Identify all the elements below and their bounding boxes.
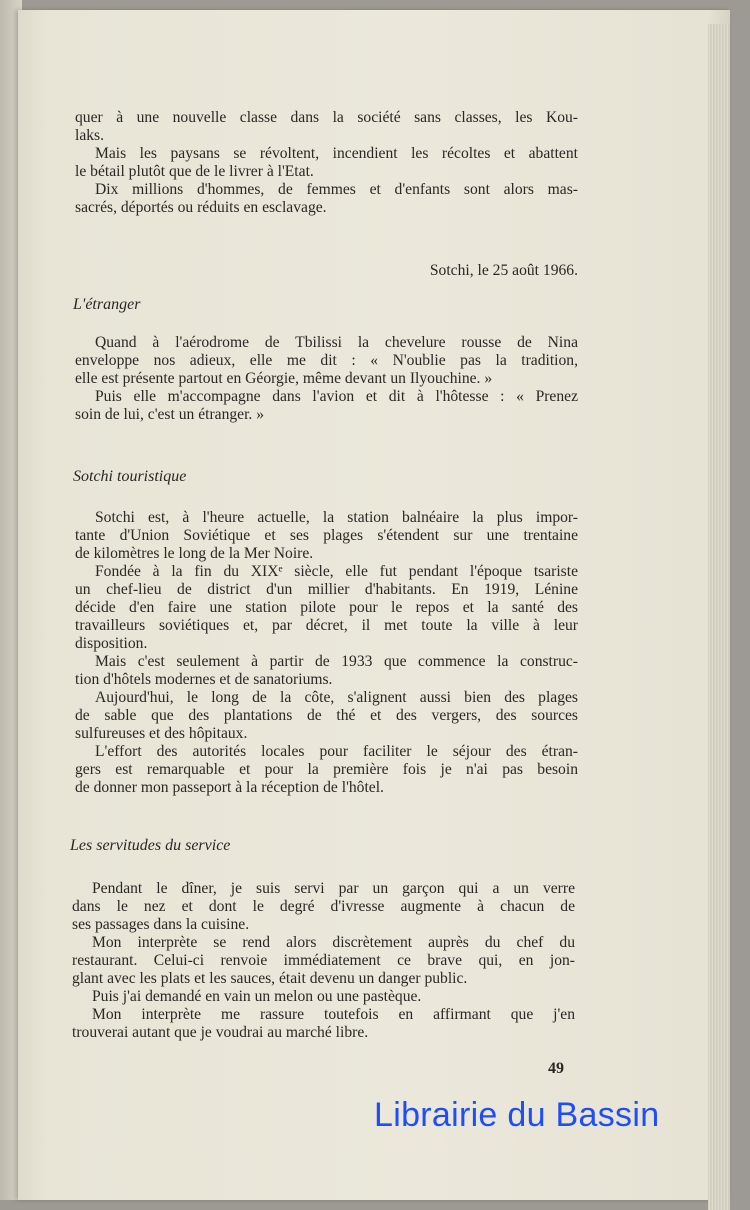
- text-line: Quand à l'aérodrome de Tbilissi la chevelure rousse de Nina: [95, 334, 578, 351]
- text-line: restaurant. Celui-ci renvoie immédiatement ce brave qui, en jon-: [72, 952, 575, 969]
- text-line: de kilomètres le long de la Mer Noire.: [75, 545, 314, 562]
- paragraph: [75, 388, 578, 424]
- text-line: tante d'Union Soviétique et ses plages s'étendent sur une trentaine: [75, 527, 578, 544]
- section-body-servitudes: [72, 880, 575, 1042]
- section-body-touristique: [75, 509, 578, 797]
- text-line: soin de lui, c'est un étranger. »: [75, 406, 265, 423]
- paragraph: [75, 109, 578, 145]
- section-heading-etranger: L'étranger: [73, 296, 141, 313]
- text-line: disposition.: [75, 635, 148, 652]
- text-line: Puis j'ai demandé en vain un melon ou une pastèque.: [92, 988, 422, 1005]
- text-line: L'effort des autorités locales pour faciliter le séjour des étran-: [95, 743, 578, 760]
- text-line: tion d'hôtels modernes et de sanatoriums.: [75, 671, 333, 688]
- text-line: ses passages dans la cuisine.: [72, 916, 250, 933]
- section-heading-touristique: Sotchi touristique: [73, 468, 187, 485]
- dateline: Sotchi, le 25 août 1966.: [429, 262, 578, 279]
- paragraph: [75, 181, 578, 217]
- paragraph: [72, 934, 575, 988]
- paragraph: [75, 653, 578, 689]
- text-line: un chef-lieu de district d'un millier d'habitants. En 1919, Lénine: [75, 581, 578, 598]
- paragraph: [72, 880, 575, 934]
- text-line: Mais les paysans se révoltent, incendient les récoltes et abattent: [95, 145, 578, 162]
- text-line: le bétail plutôt que de le livrer à l'Etat.: [75, 163, 314, 180]
- text-line: sulfureuses et des hôpitaux.: [75, 725, 248, 742]
- text-line: sacrés, déportés ou réduits en esclavage.: [75, 199, 327, 216]
- paragraph: [75, 509, 578, 563]
- section-body-etranger: [75, 334, 578, 424]
- watermark: Librairie du Bassin: [374, 1096, 660, 1134]
- text-line: décide d'en faire une station pilote pour le repos et la santé des: [75, 599, 578, 616]
- page-edges: [708, 24, 730, 1210]
- text-line: trouverai autant que je voudrai au marché libre.: [72, 1024, 369, 1041]
- paragraph: [75, 145, 578, 181]
- paragraph: [75, 563, 578, 653]
- text-line: enveloppe nos adieux, elle me dit : « N'oublie pas la tradition,: [75, 352, 578, 369]
- text-line: glant avec les plats et les sauces, était devenu un danger public.: [72, 970, 468, 987]
- text-line: de donner mon passeport à la réception de l'hôtel.: [75, 779, 384, 796]
- paragraph: [72, 1006, 575, 1042]
- text-line: dans le nez et dont le degré d'ivresse augmente à chacun de: [72, 898, 575, 915]
- paragraph: [75, 743, 578, 797]
- paragraph: [75, 689, 578, 743]
- paragraph: [75, 334, 578, 388]
- text-line: Aujourd'hui, le long de la côte, s'alignent aussi bien des plages: [95, 689, 578, 706]
- text-line: Pendant le dîner, je suis servi par un garçon qui a un verre: [92, 880, 575, 897]
- text-line: Mon interprète me rassure toutefois en affirmant que j'en: [92, 1006, 575, 1023]
- page-number: 49: [548, 1060, 564, 1077]
- section-body-intro: [75, 109, 578, 217]
- text-line: Mais c'est seulement à partir de 1933 que commence la construc-: [95, 653, 578, 670]
- section-heading-servitudes: Les servitudes du service: [70, 837, 231, 854]
- text-line: Mon interprète se rend alors discrètement auprès du chef du: [92, 934, 575, 951]
- text-line: Dix millions d'hommes, de femmes et d'enfants sont alors mas-: [95, 181, 578, 198]
- paragraph: [72, 988, 575, 1006]
- text-line: Puis elle m'accompagne dans l'avion et dit à l'hôtesse : « Prenez: [95, 388, 578, 405]
- text-line: laks.: [75, 127, 105, 144]
- text-line: elle est présente partout en Géorgie, même devant un Ilyouchine. »: [75, 370, 493, 387]
- text-line: de sable que des plantations de thé et des vergers, des sources: [75, 707, 578, 724]
- text-line: quer à une nouvelle classe dans la société sans classes, les Kou-: [75, 109, 578, 126]
- text-line: Sotchi est, à l'heure actuelle, la station balnéaire la plus impor-: [95, 509, 578, 526]
- text-line: travailleurs soviétiques et, par décret, il met toute la ville à leur: [75, 617, 578, 634]
- text-line: gers est remarquable et pour la première fois je n'ai pas besoin: [75, 761, 578, 778]
- text-line: Fondée à la fin du XIXᵉ siècle, elle fut pendant l'époque tsariste: [95, 563, 578, 580]
